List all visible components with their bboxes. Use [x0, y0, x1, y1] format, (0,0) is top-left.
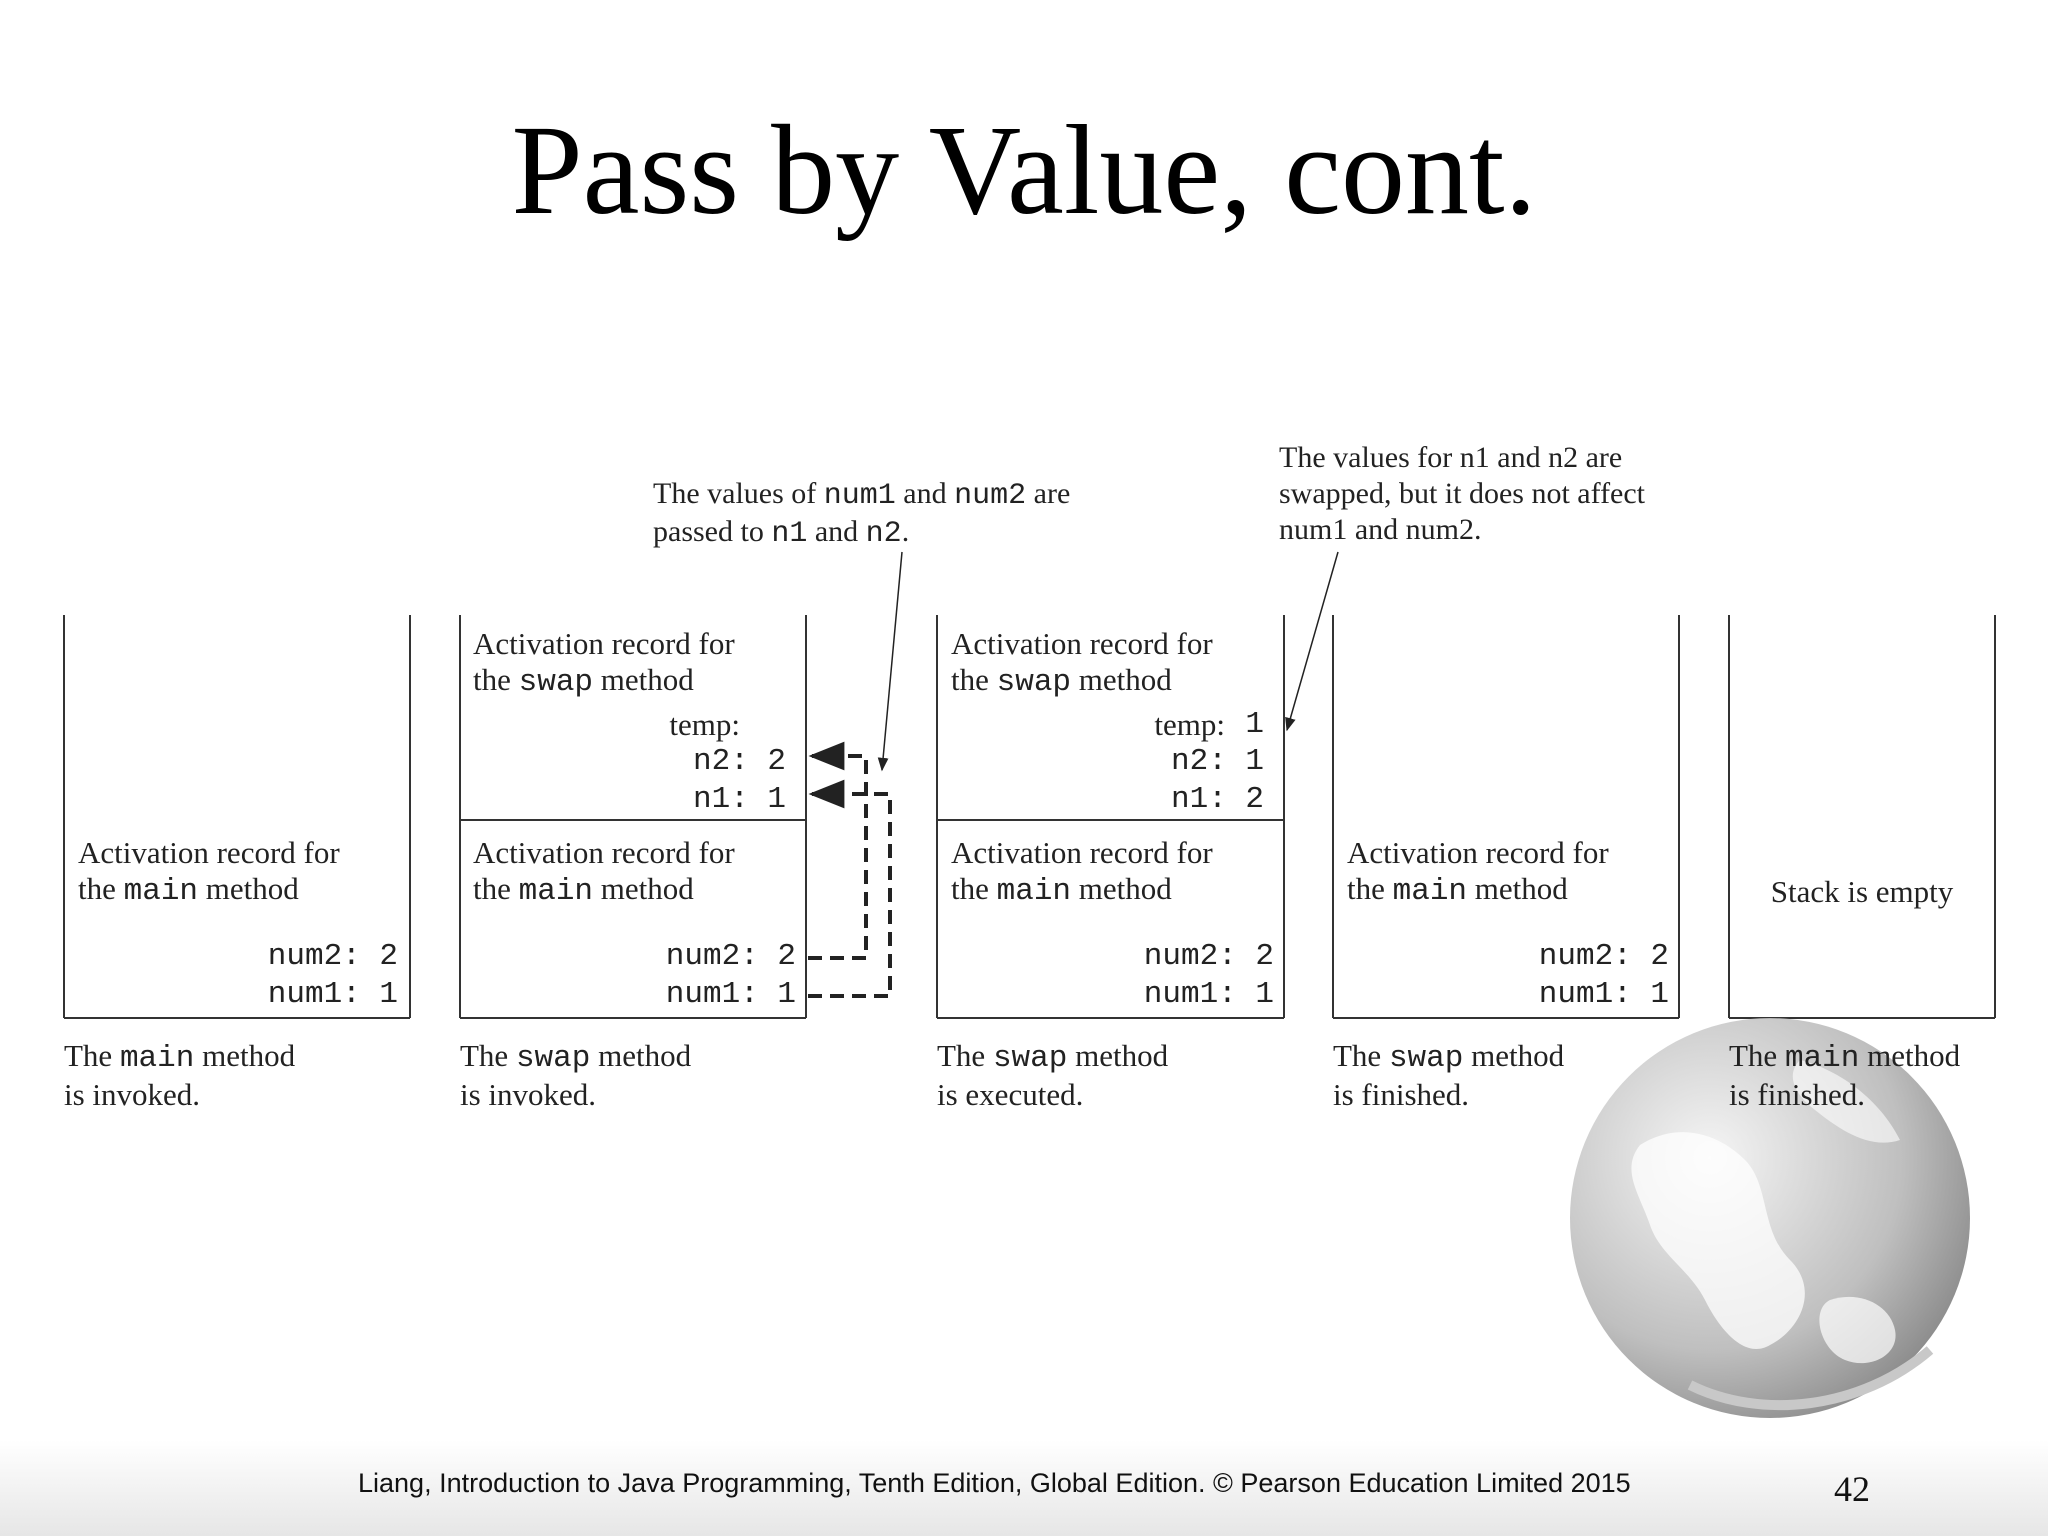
stage4-caption: The swap method is finished.	[1333, 1038, 1565, 1112]
stage3-caption: The swap method is executed.	[937, 1038, 1169, 1112]
stage5-empty-label: Stack is empty	[1770, 874, 1954, 909]
stage2-main-record-label: Activation record for the main method	[473, 835, 735, 909]
stage5-caption: The main method is finished.	[1729, 1038, 1961, 1112]
stack-frame-stage-5	[1729, 615, 1995, 1018]
stage1-main-record-label: Activation record for the main method	[78, 835, 340, 909]
callout-values-passed: The values of num1 and num2 are passed to n1 and n2.	[653, 477, 1071, 551]
stage2-main-values: num2: 2 num1: 1	[665, 939, 796, 1012]
stage4-main-record-label: Activation record for the main method	[1347, 835, 1609, 909]
stage3-main-record-label: Activation record for the main method	[951, 835, 1213, 909]
stage3-swap-record-label: Activation record for the swap method	[951, 626, 1213, 700]
stage3-temp-value: 1	[1245, 707, 1264, 742]
stage3-temp: temp:	[1154, 707, 1225, 742]
stage2-swap-values: n2: 2 n1: 1	[692, 744, 786, 817]
page-number: 42	[1834, 1469, 1870, 1509]
footer-citation: Liang, Introduction to Java Programming, Tenth Edition, Global Edition. © Pearson Education Limited 2015	[358, 1468, 1631, 1498]
stage4-main-values: num2: 2 num1: 1	[1538, 939, 1669, 1012]
callout-values-swapped: The values for n1 and n2 are swapped, but it does not affect num1 and num2.	[1279, 441, 1646, 546]
pass-by-value-dashed-arrows	[808, 756, 890, 996]
stage3-main-values: num2: 2 num1: 1	[1143, 939, 1274, 1012]
stage2-temp: temp:	[669, 707, 740, 742]
stage2-caption: The swap method is invoked.	[460, 1038, 692, 1112]
stage2-swap-record-label: Activation record for the swap method	[473, 626, 735, 700]
slide-title: Pass by Value, cont.	[511, 99, 1537, 241]
stage1-main-values: num2: 2 num1: 1	[267, 939, 398, 1012]
stage1-caption: The main method is invoked.	[64, 1038, 296, 1112]
stage3-swap-values: n2: 1 n1: 2	[1170, 744, 1264, 817]
